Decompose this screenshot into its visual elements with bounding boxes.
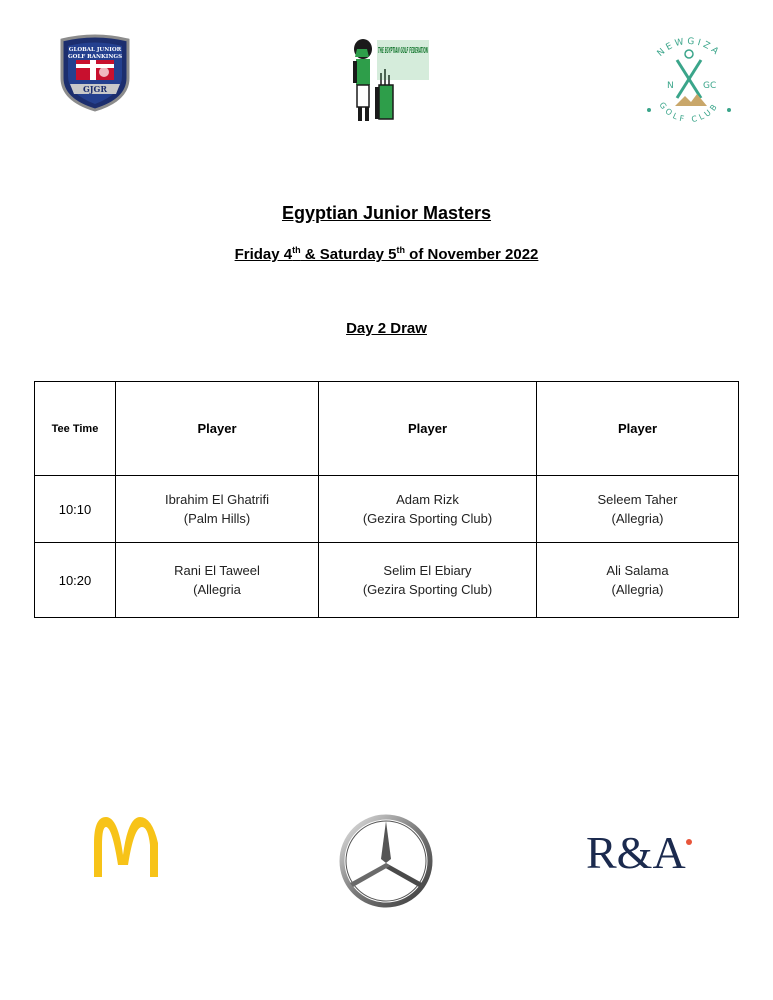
ngc-text-top: NEWGIZA bbox=[655, 36, 723, 59]
ngc-text-bottom: GOLF CLUB bbox=[657, 100, 721, 125]
r-and-a-dot bbox=[686, 839, 692, 845]
player-cell bbox=[116, 543, 319, 618]
day-label: Day 2 Draw bbox=[346, 320, 427, 337]
header-tee-time: Tee Time bbox=[35, 382, 116, 476]
gjgr-text-abbr: GJGR bbox=[82, 84, 108, 94]
player-cell bbox=[116, 476, 319, 543]
tee-time-cell: 10:20 bbox=[35, 543, 116, 618]
r-and-a-logo-text: R&A bbox=[586, 827, 686, 878]
table-header-row bbox=[35, 382, 739, 476]
player-name: Rani El Taweel bbox=[174, 563, 260, 578]
r-and-a-logo bbox=[586, 827, 696, 879]
header-player-1: Player bbox=[116, 382, 319, 476]
player-name: Ibrahim El Ghatrifi bbox=[164, 492, 270, 507]
table-row bbox=[35, 543, 739, 618]
event-dates: Friday 4th & Saturday 5th of November 2022 bbox=[234, 245, 539, 263]
player-cell bbox=[319, 476, 537, 543]
mcdonalds-logo bbox=[90, 815, 162, 879]
player-cell bbox=[537, 476, 739, 543]
gjgr-text-mid: GOLF RANKINGS bbox=[67, 54, 123, 60]
gjgr-shield-logo bbox=[56, 34, 134, 112]
player-club: (Allegria bbox=[193, 582, 241, 597]
newgiza-golf-club-logo bbox=[637, 30, 741, 134]
player-cell bbox=[319, 543, 537, 618]
player-name: Adam Rizk bbox=[396, 492, 459, 507]
egyptian-golf-federation-logo bbox=[343, 35, 435, 127]
player-name: Selim El Ebiary bbox=[383, 563, 472, 578]
header-player-2: Player bbox=[319, 382, 537, 476]
gjgr-text-top: GLOBAL JUNIOR bbox=[68, 47, 122, 53]
ngc-letter-n: N bbox=[667, 81, 674, 91]
tee-time-cell: 10:10 bbox=[35, 476, 116, 543]
player-name: Seleem Taher bbox=[597, 492, 678, 507]
player-club: (Gezira Sporting Club) bbox=[362, 511, 493, 526]
page-title: Egyptian Junior Masters bbox=[281, 203, 492, 223]
mercedes-benz-logo bbox=[338, 813, 434, 909]
player-club: (Gezira Sporting Club) bbox=[362, 582, 493, 597]
player-club: (Allegria) bbox=[611, 582, 664, 597]
player-cell bbox=[537, 543, 739, 618]
player-name: Ali Salama bbox=[606, 563, 669, 578]
player-club: (Palm Hills) bbox=[183, 511, 251, 526]
draw-table bbox=[34, 381, 739, 618]
table-row bbox=[35, 476, 739, 543]
egf-text: THE EGYPTIAN GOLF FEDERATION bbox=[378, 46, 429, 55]
header-player-3: Player bbox=[537, 382, 739, 476]
player-club: (Allegria) bbox=[611, 511, 664, 526]
ngc-letters-gc: GC bbox=[703, 81, 717, 91]
